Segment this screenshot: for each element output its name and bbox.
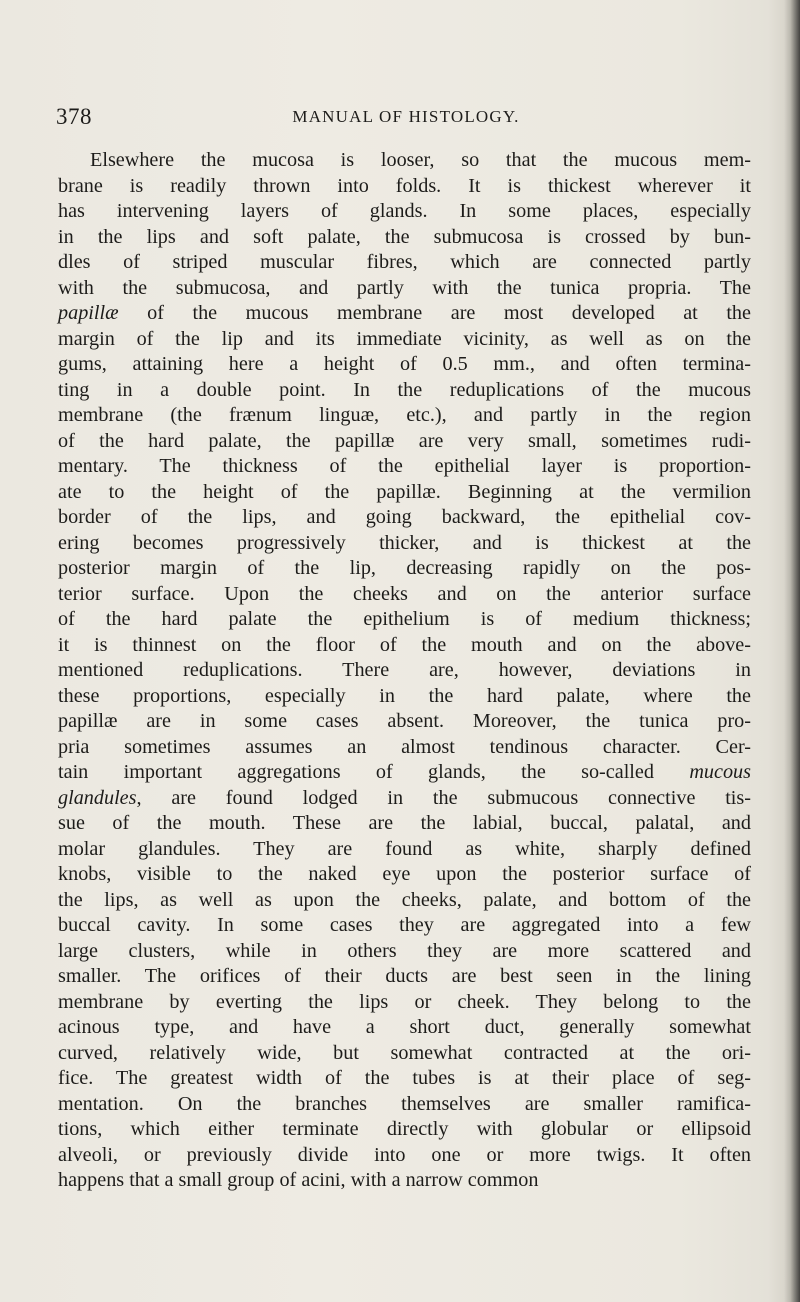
- page-edge-shadow: [784, 0, 800, 1302]
- text-line: has intervening layers of glands. In some places, especially: [58, 200, 751, 222]
- text-line: of the hard palate, the papillæ are very small, sometimes rudi-: [58, 429, 751, 452]
- text-line: happens that a small group of acini, with a narrow common: [58, 1169, 539, 1191]
- text-line: brane is readily thrown into folds. It is thickest wherever it: [58, 174, 751, 197]
- page-header: [56, 104, 756, 134]
- italic-term: mucous: [689, 761, 751, 783]
- text-line: in the lips and soft palate, the submucosa is crossed by bun-: [58, 225, 751, 248]
- text-line: membrane by everting the lips or cheek. They belong to the: [58, 990, 751, 1013]
- text-line: molar glandules. They are found as white, sharply defined: [58, 837, 751, 860]
- text-line: buccal cavity. In some cases they are aggregated into a few: [58, 914, 751, 936]
- text-line: glandules, are found lodged in the submucous connective tis-: [58, 786, 751, 809]
- text-line: ering becomes progressively thicker, and is thickest at the: [58, 531, 751, 554]
- text-line: margin of the lip and its immediate vicinity, as well as on the: [58, 327, 751, 350]
- text-line: with the submucosa, and partly with the tunica propria. The: [58, 276, 751, 299]
- text-line: tions, which either terminate directly with globular or ellipsoid: [58, 1118, 751, 1140]
- text-line: curved, relatively wide, but somewhat contracted at the ori-: [58, 1041, 751, 1064]
- text-line: acinous type, and have a short duct, generally somewhat: [58, 1016, 751, 1038]
- text-line: mentation. On the branches themselves are smaller ramifica-: [58, 1092, 751, 1115]
- text-line: posterior margin of the lip, decreasing rapidly on the pos-: [58, 557, 751, 579]
- text-line: it is thinnest on the floor of the mouth and on the above-: [58, 633, 751, 656]
- text-line: these proportions, especially in the hard palate, where the: [58, 684, 751, 707]
- running-title: MANUAL OF HISTOLOGY.: [292, 107, 520, 126]
- text-line: Elsewhere the mucosa is looser, so that the mucous mem-: [90, 149, 751, 171]
- text-line: of the hard palate the epithelium is of medium thickness;: [58, 608, 751, 630]
- text-line: tain important aggregations of glands, the so-called mucous: [58, 761, 751, 783]
- text-line: dles of striped muscular fibres, which are connected partly: [58, 251, 751, 273]
- text-line: terior surface. Upon the cheeks and on the anterior surface: [58, 582, 751, 605]
- text-line: border of the lips, and going backward, the epithelial cov-: [58, 506, 751, 528]
- text-line: mentioned reduplications. There are, however, deviations in: [58, 659, 751, 681]
- text-line: alveoli, or previously divide into one or more twigs. It often: [58, 1143, 751, 1166]
- text-line: large clusters, while in others they are more scattered and: [58, 939, 751, 962]
- text-line: the lips, as well as upon the cheeks, palate, and bottom of the: [58, 888, 751, 911]
- text-line: smaller. The orifices of their ducts are best seen in the lining: [58, 965, 751, 987]
- text-line: knobs, visible to the naked eye upon the posterior surface of: [58, 863, 751, 885]
- page-number: 378: [56, 104, 92, 129]
- text-line: membrane (the frænum linguæ, etc.), and partly in the region: [58, 404, 751, 426]
- italic-term: papillæ: [58, 302, 119, 324]
- text-line: ate to the height of the papillæ. Beginning at the vermilion: [58, 480, 751, 503]
- text-line: papillæ are in some cases absent. Moreover, the tunica pro-: [58, 710, 751, 732]
- text-line: ting in a double point. In the reduplications of the mucous: [58, 378, 751, 401]
- text-line: sue of the mouth. These are the labial, buccal, palatal, and: [58, 812, 751, 834]
- text-line: fice. The greatest width of the tubes is at their place of seg-: [58, 1067, 751, 1089]
- text-line: mentary. The thickness of the epithelial layer is proportion-: [58, 455, 751, 477]
- text-line: gums, attaining here a height of 0.5 mm., and often termina-: [58, 353, 751, 375]
- text-line: pria sometimes assumes an almost tendinous character. Cer-: [58, 735, 751, 758]
- text-line: papillæ of the mucous membrane are most developed at the: [58, 302, 751, 324]
- italic-term: glandules: [58, 786, 137, 809]
- body-paragraph: [58, 148, 751, 1194]
